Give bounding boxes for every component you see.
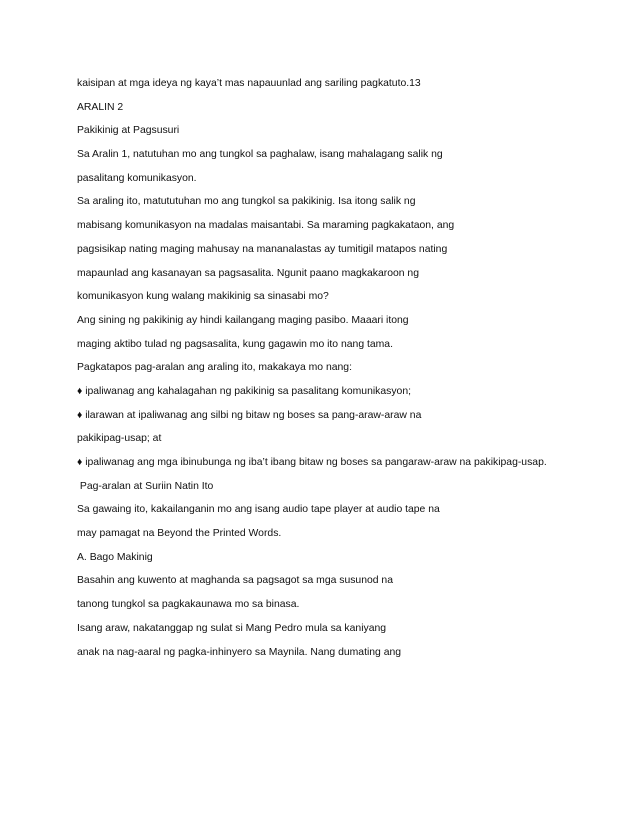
text-line: Sa araling ito, matututuhan mo ang tungkol sa pakikinig. Isa itong salik ng: [77, 196, 416, 208]
document-body: [77, 72, 597, 664]
story-line: Isang araw, nakatanggap ng sulat si Mang Pedro mula sa kaniyang: [77, 622, 387, 634]
story-line: anak na nag-aaral ng pagka-inhinyero sa Maynila. Nang dumating ang: [77, 646, 402, 658]
text-line: pagsisikap nating maging mahusay na mananalastas ay tumitigil matapos nating: [77, 243, 448, 255]
text-line: mapaunlad ang kasanayan sa pagsasalita. Ngunit paano magkakaroon ng: [77, 267, 419, 279]
text-line: may pamagat na Beyond the Printed Words.: [77, 528, 282, 540]
text-line: Ang sining ng pakikinig ay hindi kailangang maging pasibo. Maaari itong: [77, 314, 409, 326]
text-line: maging aktibo tulad ng pagsasalita, kung gagawin mo ito nang tama.: [77, 338, 393, 350]
text-line: Sa Aralin 1, natutuhan mo ang tungkol sa paghalaw, isang mahalagang salik ng: [77, 149, 443, 161]
lesson-heading: ARALIN 2: [77, 101, 124, 113]
objective-item-continued: pakikipag-usap; at: [77, 433, 162, 445]
text-line: Sa gawaing ito, kakailanganin mo ang isang audio tape player at audio tape na: [77, 504, 440, 516]
text-line: pasalitang komunikasyon.: [77, 172, 197, 184]
text-line: Basahin ang kuwento at maghanda sa pagsagot sa mga susunod na: [77, 575, 393, 587]
text-line: tanong tungkol sa pagkakaunawa mo sa binasa.: [77, 599, 300, 611]
objective-item: ♦ ilarawan at ipaliwanag ang silbi ng bitaw ng boses sa pang-araw-araw na: [77, 409, 422, 421]
objectives-intro: Pagkatapos pag-aralan ang araling ito, makakaya mo nang:: [77, 362, 352, 374]
section-heading: Pag-aralan at Suriin Natin Ito: [77, 480, 214, 492]
objective-item: ♦ ipaliwanag ang mga ibinubunga ng iba’t ibang bitaw ng boses sa pangaraw-araw na pakikipag-usap.: [77, 457, 547, 468]
objective-item: ♦ ipaliwanag ang kahalagahan ng pakikinig sa pasalitang komunikasyon;: [77, 385, 411, 397]
lesson-title: Pakikinig at Pagsusuri: [77, 125, 180, 137]
text-line: kaisipan at mga ideya ng kaya’t mas napauunlad ang sariling pagkatuto.13: [77, 78, 421, 89]
text-line: mabisang komunikasyon na madalas maisantabi. Sa maraming pagkakataon, ang: [77, 220, 455, 232]
text-line: komunikasyon kung walang makikinig sa sinasabi mo?: [77, 291, 329, 303]
subsection-heading: A. Bago Makinig: [77, 551, 153, 563]
